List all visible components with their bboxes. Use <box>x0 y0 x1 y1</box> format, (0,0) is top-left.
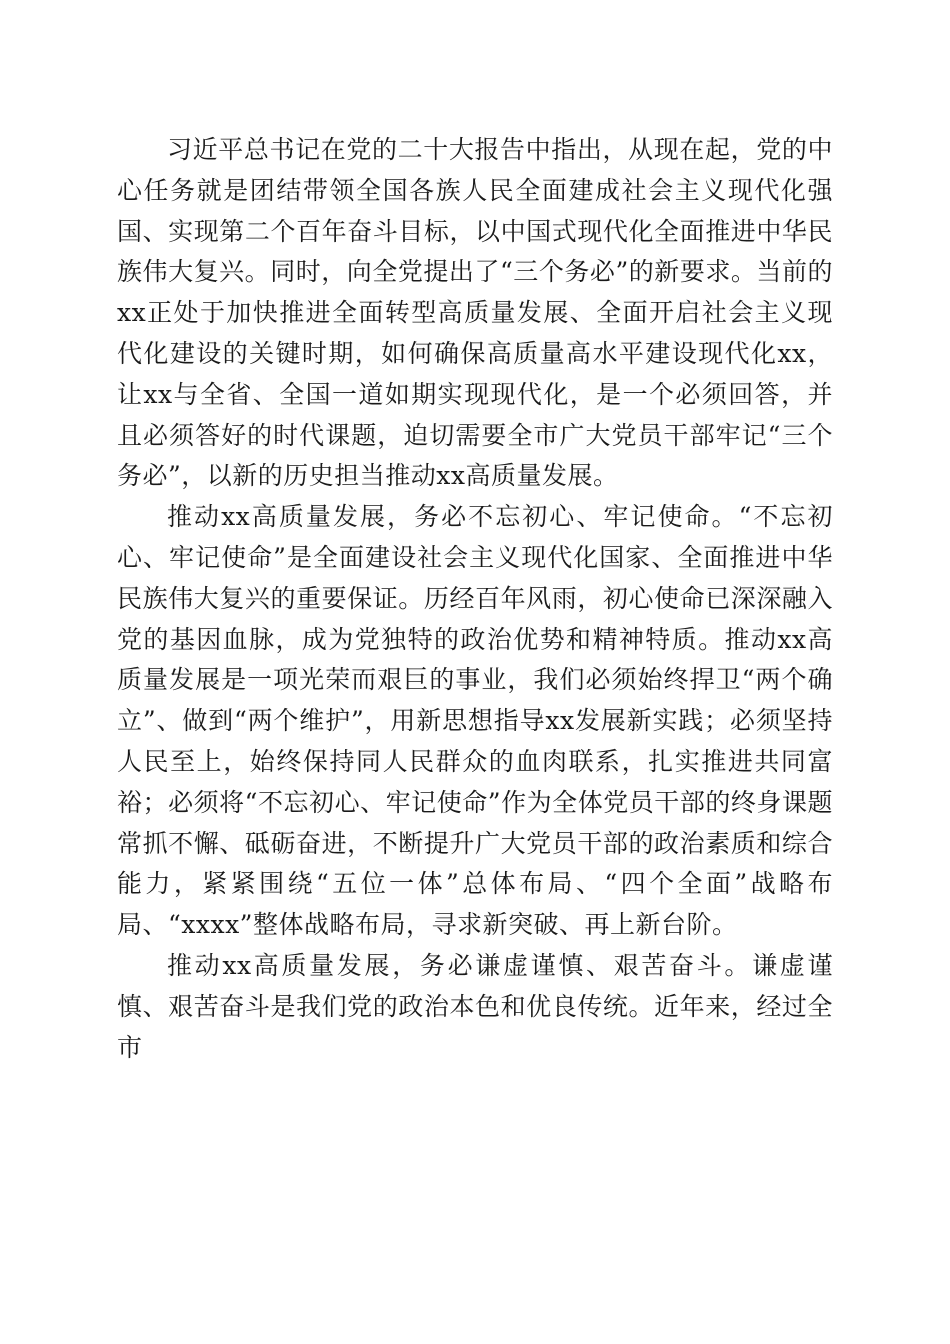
paragraph-3: 推动xx高质量发展，务必谦虚谨慎、艰苦奋斗。谦虚谨慎、艰苦奋斗是我们党的政治本色和优良传统。近年来，经过全市 <box>117 950 833 1062</box>
paragraph-2: 推动xx高质量发展，务必不忘初心、牢记使命。“不忘初心、牢记使命”是全面建设社会主义现代化国家、全面推进中华民族伟大复兴的重要保证。历经百年风雨，初心使命已深深融入党的基因血脉，成为党独特的政治优势和精神特质。推动xx高质量发展是一项光荣而艰巨的事业，我们必须始终捍卫“两个确立”、做到“两个维护”，用新思想指导xx发展新实践；必须坚持人民至上，始终保持同人民群众的血肉联系，扎实推进共同富裕；必须将“不忘初心、牢记使命”作为全体党员干部的终身课题常抓不懈、砥砺奋进，不断提升广大党员干部的政治素质和综合能力，紧紧围绕“五位一体”总体布局、“四个全面”战略布局、“xxxx”整体战略布局，寻求新突破、再上新台阶。 <box>117 502 833 940</box>
paragraph-1: 习近平总书记在党的二十大报告中指出，从现在起，党的中心任务就是团结带领全国各族人民全面建成社会主义现代化强国、实现第二个百年奋斗目标，以中国式现代化全面推进中华民族伟大复兴。同时，向全党提出了“三个务必”的新要求。当前的xx正处于加快推进全面转型高质量发展、全面开启社会主义现代化建设的关键时期，如何确保高质量高水平建设现代化xx，让xx与全省、全国一道如期实现现代化，是一个必须回答，并且必须答好的时代课题，迫切需要全市广大党员干部牢记“三个务必”，以新的历史担当推动xx高质量发展。 <box>117 135 833 491</box>
document-body <box>117 130 833 1068</box>
